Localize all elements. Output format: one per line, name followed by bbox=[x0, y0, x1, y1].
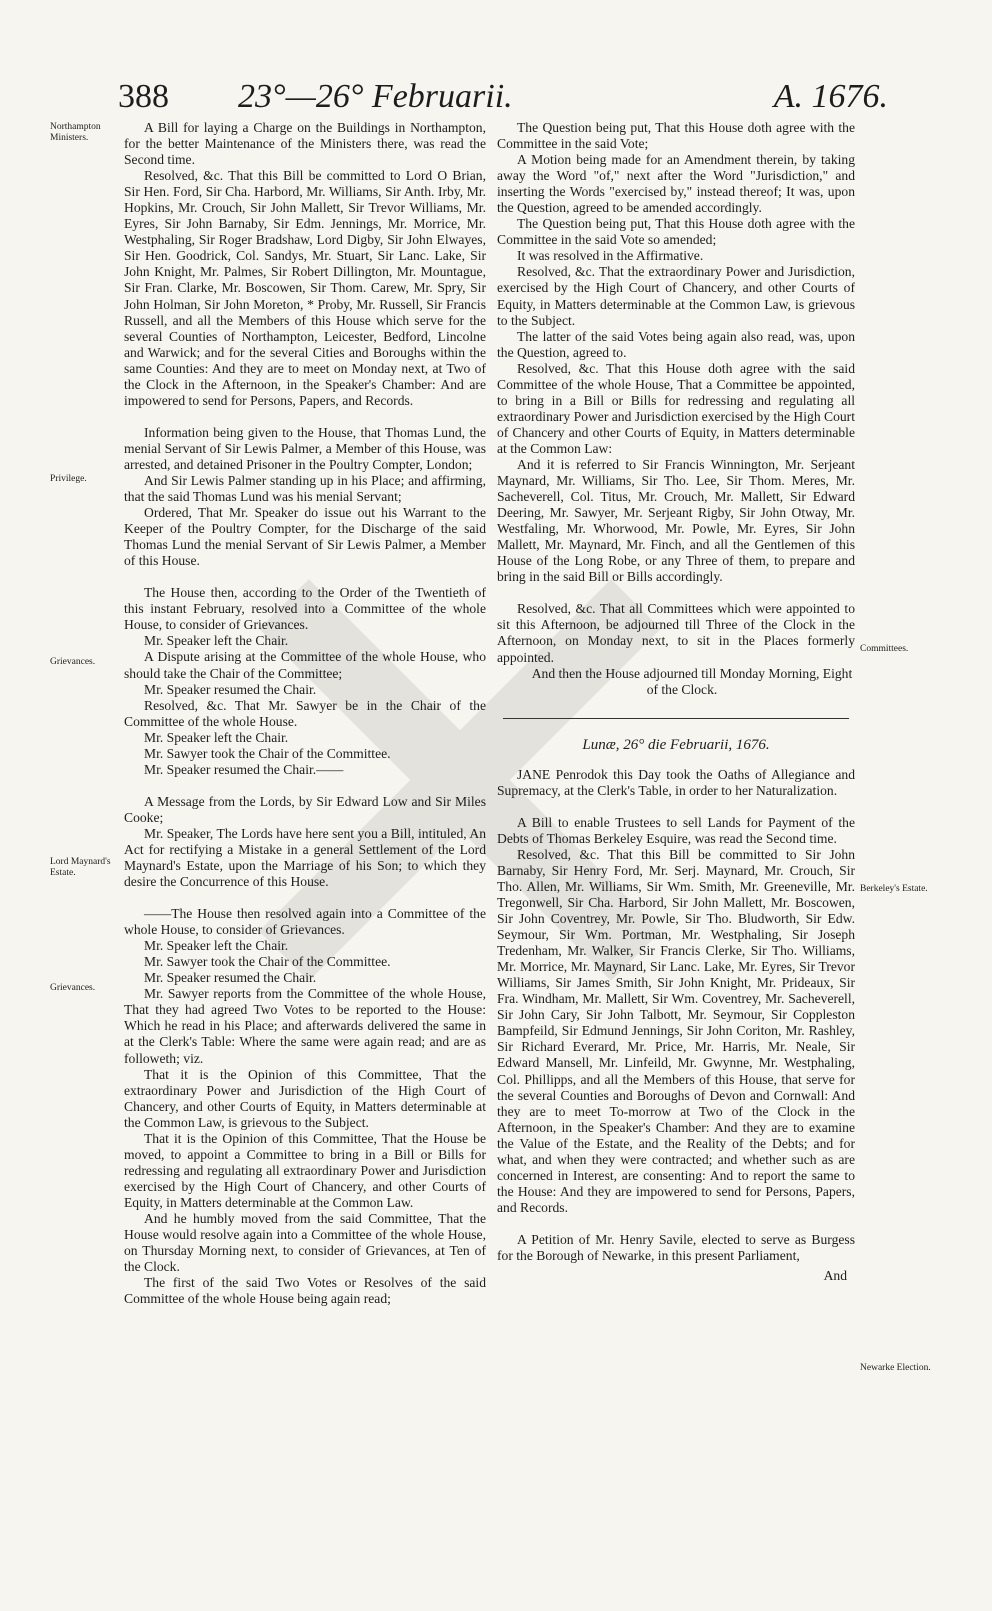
side-note-grievances: Grievances. bbox=[50, 657, 96, 667]
paragraph: A Message from the Lords, by Sir Edward Low and Sir Miles Cooke; bbox=[124, 793, 486, 825]
paragraph: JANE Penrodok this Day took the Oaths of Allegiance and Supremacy, at the Clerk's Table, in order to her Naturalization. bbox=[497, 766, 855, 798]
side-note-committees: Committees. bbox=[860, 644, 909, 654]
paragraph: The Question being put, That this House doth agree with the Committee in the said Vote; bbox=[497, 120, 855, 152]
left-column bbox=[124, 120, 486, 1307]
side-note-newarke: Newarke Election. bbox=[860, 1363, 931, 1373]
paragraph: Mr. Speaker left the Chair. bbox=[144, 633, 289, 649]
paragraph: Information being given to the House, that Thomas Lund, the menial Servant of Sir Lewis Palmer, a Member of this House, was arrested, and detained Prisoner in the Poultry Compter, London; bbox=[124, 424, 486, 472]
paragraph: ——The House then resolved again into a Committee of the whole House, to consider of Grievances. bbox=[124, 906, 486, 938]
adjournment-note: And then the House adjourned till Monday Morning, Eight of the Clock. bbox=[531, 665, 853, 697]
side-note-berkeley: Berkeley's Estate. bbox=[860, 884, 928, 894]
paragraph: Mr. Sawyer reports from the Committee of the whole House, That they had agreed Two Votes to be reported to the House: Which he read in his Place; and afterwards delivered the same in at the Clerk's Table: Where the same were again read; and are as followeth; viz. bbox=[124, 986, 486, 1066]
paragraph: And he humbly moved from the said Committee, That the House would resolve again into a Committee of the whole House, on Thursday Morning next, to consider of Grievances, at Ten of the Clock. bbox=[124, 1211, 486, 1275]
paragraph: Mr. Sawyer took the Chair of the Committee. bbox=[144, 745, 391, 761]
paragraph: A Petition of Mr. Henry Savile, elected to serve as Burgess for the Borough of Newarke, in this present Parliament, bbox=[497, 1231, 855, 1263]
paragraph: Mr. Speaker left the Chair. bbox=[144, 729, 289, 745]
day-heading: Lunæ, 26° die Februarii, 1676. bbox=[582, 736, 770, 753]
paragraph: A Dispute arising at the Committee of the whole House, who should take the Chair of the Committee; bbox=[124, 649, 486, 681]
paragraph: The House then, according to the Order of the Twentieth of this instant February, resolved into a Committee of the whole House, to consider of Grievances. bbox=[124, 585, 486, 633]
page-number: 388 bbox=[118, 78, 169, 115]
section-divider bbox=[503, 718, 849, 719]
paragraph: Mr. Sawyer took the Chair of the Committee. bbox=[144, 954, 391, 970]
paragraph: Resolved, &c. That Mr. Sawyer be in the Chair of the Committee of the whole House. bbox=[124, 697, 486, 729]
paragraph: Resolved, &c. That this Bill be committed to Sir John Barnaby, Sir Henry Ford, Mr. Serj. Maynard, Mr. Crouch, Sir Tho. Allen, Mr. Williams, Sir Wm. Smith, Mr. Greeneville, Mr. Tregonwell, Sir Cha. Harbord, Sir John Mallett, Mr. Boscowen, Sir John Coventrey, Mr. Powle, Sir Tho. Bludworth, Sir Edw. Seymour, Sir Wm. Portman, Mr. Westphaling, Sir Joseph Tredenham, Mr. Walker, Sir Francis Clerke, Sir Tho. Williams, Mr. Morrice, Mr. Maynard, Sir Lanc. Lake, Mr. Eyres, Sir Trevor Williams, Sir James Smith, Sir John Knight, Mr. Prideaux, Sir Fra. Windham, Mr. Mallett, Sir Wm. Coventrey, Mr. Sacheverell, Sir John Cary, Sir John Talbott, Mr. Seymour, Sir Coppleston Bampfeild, Sir Edmund Jennings, Sir John Coriton, Mr. Rashley, Sir Richard Everard, Mr. Price, Mr. Harris, Mr. Neale, Sir Edward Mansell, Mr. Linfeild, Mr. Gwynne, Mr. Westphaling, Col. Phillipps, and all the Members of this House, that serve for the several Counties and Boroughs of Devon and Cornwall: And they are to meet To-morrow at Two of the Clock in the Afternoon, in the Speaker's Chamber: And they are to examine the Value of the Estate, and the Reality of the Debts; and for what, and when they were contracted; and whether such as are concerned in Interest, are consenting: And to report the same to the House: And they are impowered to send for Persons, Papers, and Records. bbox=[497, 846, 855, 1215]
catchword: And bbox=[823, 1268, 847, 1284]
paragraph: And Sir Lewis Palmer standing up in his Place; and affirming, that the said Thomas Lund was his menial Servant; bbox=[124, 472, 486, 505]
paragraph: Mr. Speaker resumed the Chair.—— bbox=[144, 761, 344, 777]
paragraph: Resolved, &c. That this Bill be committed to Lord O Brian, Sir Hen. Ford, Sir Cha. Harbord, Mr. Williams, Sir Anth. Irby, Mr. Hopkins, Mr. Crouch, Sir John Mallett, Sir Trevor Williams, Mr. Eyres, Sir John Barnaby, Sir Edm. Jennings, Mr. Morrice, Mr. Westphaling, Sir Roger Bradshaw, Lord Digby, Sir John Elwayes, Sir Hen. Goodrick, Col. Sandys, Mr. Stuart, Sir Lanc. Lake, Sir John Knight, Mr. Palmes, Sir Robert Dillington, Mr. Mountague, Sir Fran. Clarke, Mr. Boscowen, Sir Thom. Carew, Mr. Spry, Sir John Holman, Sir John Moreton, * Proby, Mr. Russell, Sir Francis Russell, and all the Members of this House which serve for the several Counties of Northampton, Leicester, Bedford, Lincolne and Warwick; and for the several Cities and Boroughs within the same Counties: And they are to meet on Monday next, at Two of the Clock in the Afternoon, in the Speaker's Chamber: And are impowered to send for Persons, Papers, and Records. bbox=[124, 168, 486, 408]
side-note-maynard: Lord Maynard's Estate. bbox=[50, 857, 111, 878]
paragraph: A Bill for laying a Charge on the Buildings in Northampton, for the better Maintenance of the Ministers there, was read the Second time. bbox=[124, 120, 486, 168]
date-range: 23°—26° Februarii. bbox=[238, 78, 513, 115]
paragraph: The first of the said Two Votes or Resolves of the said Committee of the whole House being again read; bbox=[124, 1275, 486, 1307]
paragraph: Mr. Speaker left the Chair. bbox=[144, 938, 289, 954]
paragraph: Mr. Speaker resumed the Chair. bbox=[144, 681, 317, 697]
year-heading: A. 1676. bbox=[773, 78, 888, 115]
paragraph: Resolved, &c. That this House doth agree with the said Committee of the whole House, That a Committee be appointed, to bring in a Bill or Bills for redressing and regulating all extraordinary Power and Jurisdiction exercised by the High Court of Chancery and other Courts of Equity, in Matters determinable at the Common Law: bbox=[497, 360, 855, 456]
paragraph: A Motion being made for an Amendment therein, by taking away the Word "of," next after the Word "Jurisdiction," and inserting the Words "exercised by," instead thereof; It was, upon the Question, agreed to be amended accordingly. bbox=[497, 152, 855, 216]
paragraph: Mr. Speaker resumed the Chair. bbox=[144, 970, 317, 986]
paragraph: Resolved, &c. That all Committees which were appointed to sit this Afternoon, be adjourned till Three of the Clock in the Afternoon, on Monday next, to sit in the Places formerly appointed. bbox=[497, 601, 855, 665]
paragraph: And it is referred to Sir Francis Winnington, Mr. Serjeant Maynard, Mr. Williams, Sir Tho. Lee, Sir Thom. Meres, Mr. Sacheverell, Col. Titus, Mr. Crouch, Mr. Mallett, Sir Edward Deering, Mr. Sawyer, Mr. Serjeant Rigby, Sir John Otway, Mr. Westfaling, Mr. Whorwood, Mr. Powle, Mr. Eyres, Sir John Mallett, Mr. Maynard, Mr. Finch, and all the Gentlemen of this House of the Long Robe, or any Three of them, to prepare and bring in the said Bill or Bills accordingly. bbox=[497, 456, 855, 585]
side-note-northampton: Northampton Ministers. bbox=[50, 122, 101, 143]
paragraph: Ordered, That Mr. Speaker do issue out his Warrant to the Keeper of the Poultry Compter, for the Discharge of the said Thomas Lund the menial Servant of Sir Lewis Palmer, a Member of this House. bbox=[124, 505, 486, 569]
paragraph: Resolved, &c. That the extraordinary Power and Jurisdiction, exercised by the High Court of Chancery, and other Courts of Equity, in Matters determinable at the Common Law, is grievous to the Subject. bbox=[497, 264, 855, 328]
paragraph: That it is the Opinion of this Committee, That the House be moved, to appoint a Committee to bring in a Bill or Bills for redressing and regulating all extraordinary Power and Jurisdiction exercised by the High Court of Chancery, and other Courts of Equity, in Matters determinable at the Common Law. bbox=[124, 1130, 486, 1210]
paragraph: That it is the Opinion of this Committee, That the extraordinary Power and Jurisdiction of the High Court of Chancery, and other Courts of Equity, in Matters determinable at the Common Law, is grievous to the Subject. bbox=[124, 1066, 486, 1130]
paragraph: The latter of the said Votes being again also read, was, upon the Question, agreed to. bbox=[497, 328, 855, 360]
side-note-grievances-2: Grievances. bbox=[50, 983, 96, 993]
paragraph: The Question being put, That this House doth agree with the Committee in the said Vote so amended; bbox=[497, 216, 855, 248]
right-column bbox=[497, 120, 855, 1284]
paragraph: It was resolved in the Affirmative. bbox=[517, 248, 704, 264]
page-header bbox=[118, 78, 888, 118]
paragraph: Mr. Speaker, The Lords have here sent you a Bill, intituled, An Act for rectifying a Mistake in a general Settlement of the Lord Maynard's Estate, upon the Marriage of his Son; to which they desire the Concurrence of this House. bbox=[124, 825, 486, 890]
paragraph: A Bill to enable Trustees to sell Lands for Payment of the Debts of Thomas Berkeley Esquire, was read the Second time. bbox=[497, 814, 855, 846]
side-note-privilege: Privilege. bbox=[50, 474, 87, 484]
